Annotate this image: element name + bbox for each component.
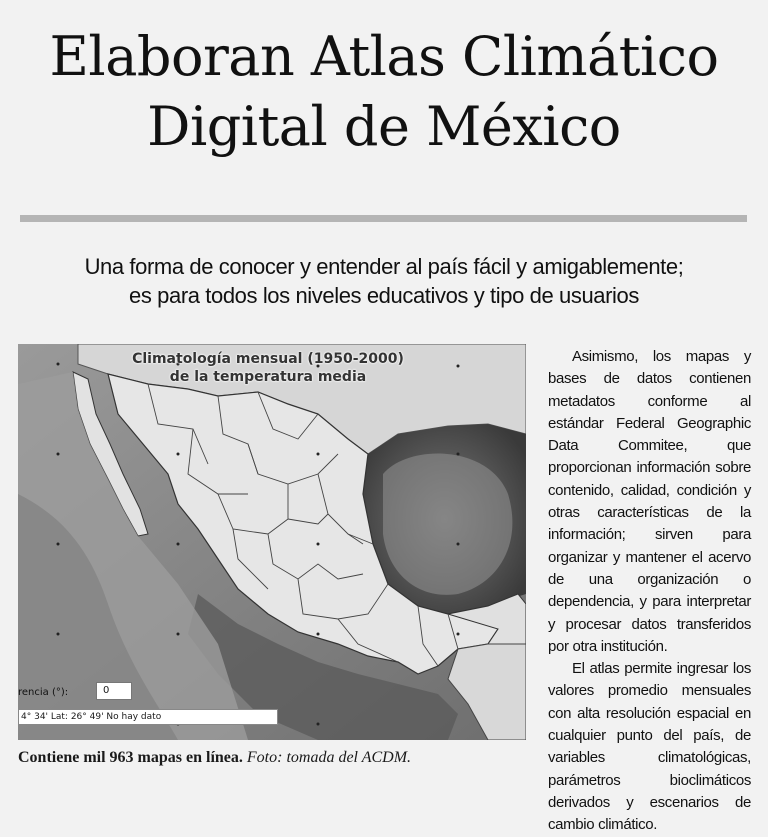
map-title xyxy=(118,350,418,386)
coordinate-status-bar: 4° 34' Lat: 26° 49' No hay dato xyxy=(18,709,278,725)
climate-map-image xyxy=(18,344,526,740)
article-subtitle xyxy=(0,252,768,310)
article-body xyxy=(548,346,751,837)
subtitle-line-1: Una forma de conocer y entender al país fácil y amigablemente; xyxy=(84,254,684,279)
title-line-2: Digital de México xyxy=(147,95,621,158)
body-paragraph-2: El atlas permite ingresar los valores promedio mensuales con alta resolución espacial en cualquier punto del país, de variables climatológicas, parámetros bioclimáticos derivados y escenarios de cambio climático. xyxy=(548,660,751,834)
body-paragraph-1: Asimismo, los mapas y bases de datos contienen metadatos conforme al estándar Federal Geographic Data Commitee, que proporcionan información sobre contenido, calidad, condición y otras características de la información; sirven para organizar y mantener el acervo de una organización o dependencia, y para interpretar y procesar datos transferidos por otra institución. xyxy=(548,348,751,655)
tolerance-input[interactable]: 0 xyxy=(96,682,132,700)
mexico-map-graphic xyxy=(18,344,526,740)
title-divider xyxy=(20,215,747,222)
tolerance-label: rencia (°): xyxy=(18,687,69,698)
figure-caption xyxy=(18,748,538,768)
title-line-1: Elaboran Atlas Climático xyxy=(49,25,719,88)
caption-credit: Foto: tomada del ACDM. xyxy=(246,749,412,766)
article-title xyxy=(0,22,768,162)
map-title-line-1: Climatología mensual (1950-2000) xyxy=(132,351,404,367)
map-title-line-2: de la temperatura media xyxy=(169,369,367,385)
caption-bold: Contiene mil 963 mapas en línea. xyxy=(18,749,243,766)
subtitle-line-2: es para todos los niveles educativos y tipo de usuarios xyxy=(129,283,639,308)
